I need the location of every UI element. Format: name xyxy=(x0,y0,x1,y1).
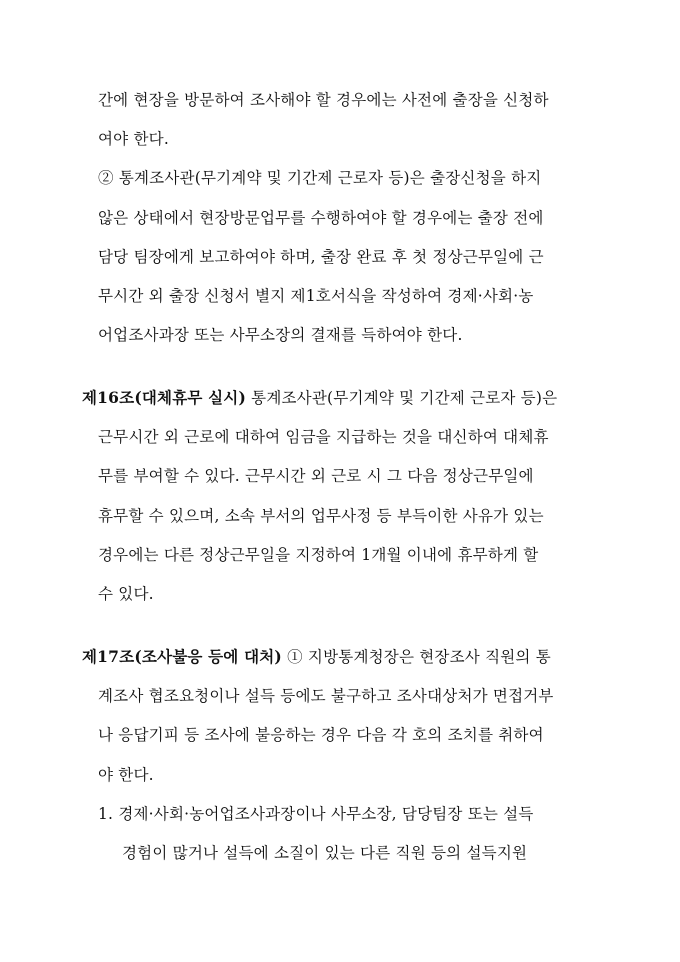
text-line: 경우에는 다른 정상근무일을 지정하여 1개월 이내에 휴무하게 할 xyxy=(98,546,539,564)
text-line: 수 있다. xyxy=(98,585,154,603)
article-16-text: 통계조사관(무기계약 및 기간제 근로자 등)은 xyxy=(246,389,558,407)
text-line: 경험이 많거나 설득에 소질이 있는 다른 직원 등의 설득지원 xyxy=(122,844,528,862)
text-line: 야 한다. xyxy=(98,766,154,784)
article-17-text: ① 지방통계청장은 현장조사 직원의 통 xyxy=(281,648,551,666)
text-line: 간에 현장을 방문하여 조사해야 할 경우에는 사전에 출장을 신청하 xyxy=(98,91,549,109)
text-line: 담당 팀장에게 보고하여야 하며, 출장 완료 후 첫 정상근무일에 근 xyxy=(98,248,544,266)
list-item-1: 1. 경제·사회·농어업조사과장이나 사무소장, 담당팀장 또는 설득 xyxy=(98,805,534,823)
text-line: 어업조사과장 또는 사무소장의 결재를 득하여야 한다. xyxy=(98,326,463,344)
article-17-first-line xyxy=(82,647,551,667)
article-16-heading: 제16조(대체휴무 실시) xyxy=(82,388,247,407)
paragraph-item-2: ② 통계조사관(무기계약 및 기간제 근로자 등)은 출장신청을 하지 xyxy=(98,169,542,187)
text-line: 무를 부여할 수 있다. 근무시간 외 근로 시 그 다음 정상근무일에 xyxy=(98,467,534,485)
text-line: 않은 상태에서 현장방문업무를 수행하여야 할 경우에는 출장 전에 xyxy=(98,209,544,227)
text-line: 여야 한다. xyxy=(98,130,169,148)
text-line: 휴무할 수 있으며, 소속 부서의 업무사정 등 부득이한 사유가 있는 xyxy=(98,507,544,525)
article-17-heading: 제17조(조사불응 등에 대처) xyxy=(82,647,282,666)
text-line: 무시간 외 출장 신청서 별지 제1호서식을 작성하여 경제·사회·농 xyxy=(98,287,534,305)
text-line: 근무시간 외 근로에 대하여 임금을 지급하는 것을 대신하여 대체휴 xyxy=(98,428,549,446)
article-16-first-line xyxy=(82,388,557,408)
text-line: 계조사 협조요청이나 설득 등에도 불구하고 조사대상처가 면접거부 xyxy=(98,687,554,705)
text-line: 나 응답기피 등 조사에 불응하는 경우 다음 각 호의 조치를 취하여 xyxy=(98,726,544,744)
